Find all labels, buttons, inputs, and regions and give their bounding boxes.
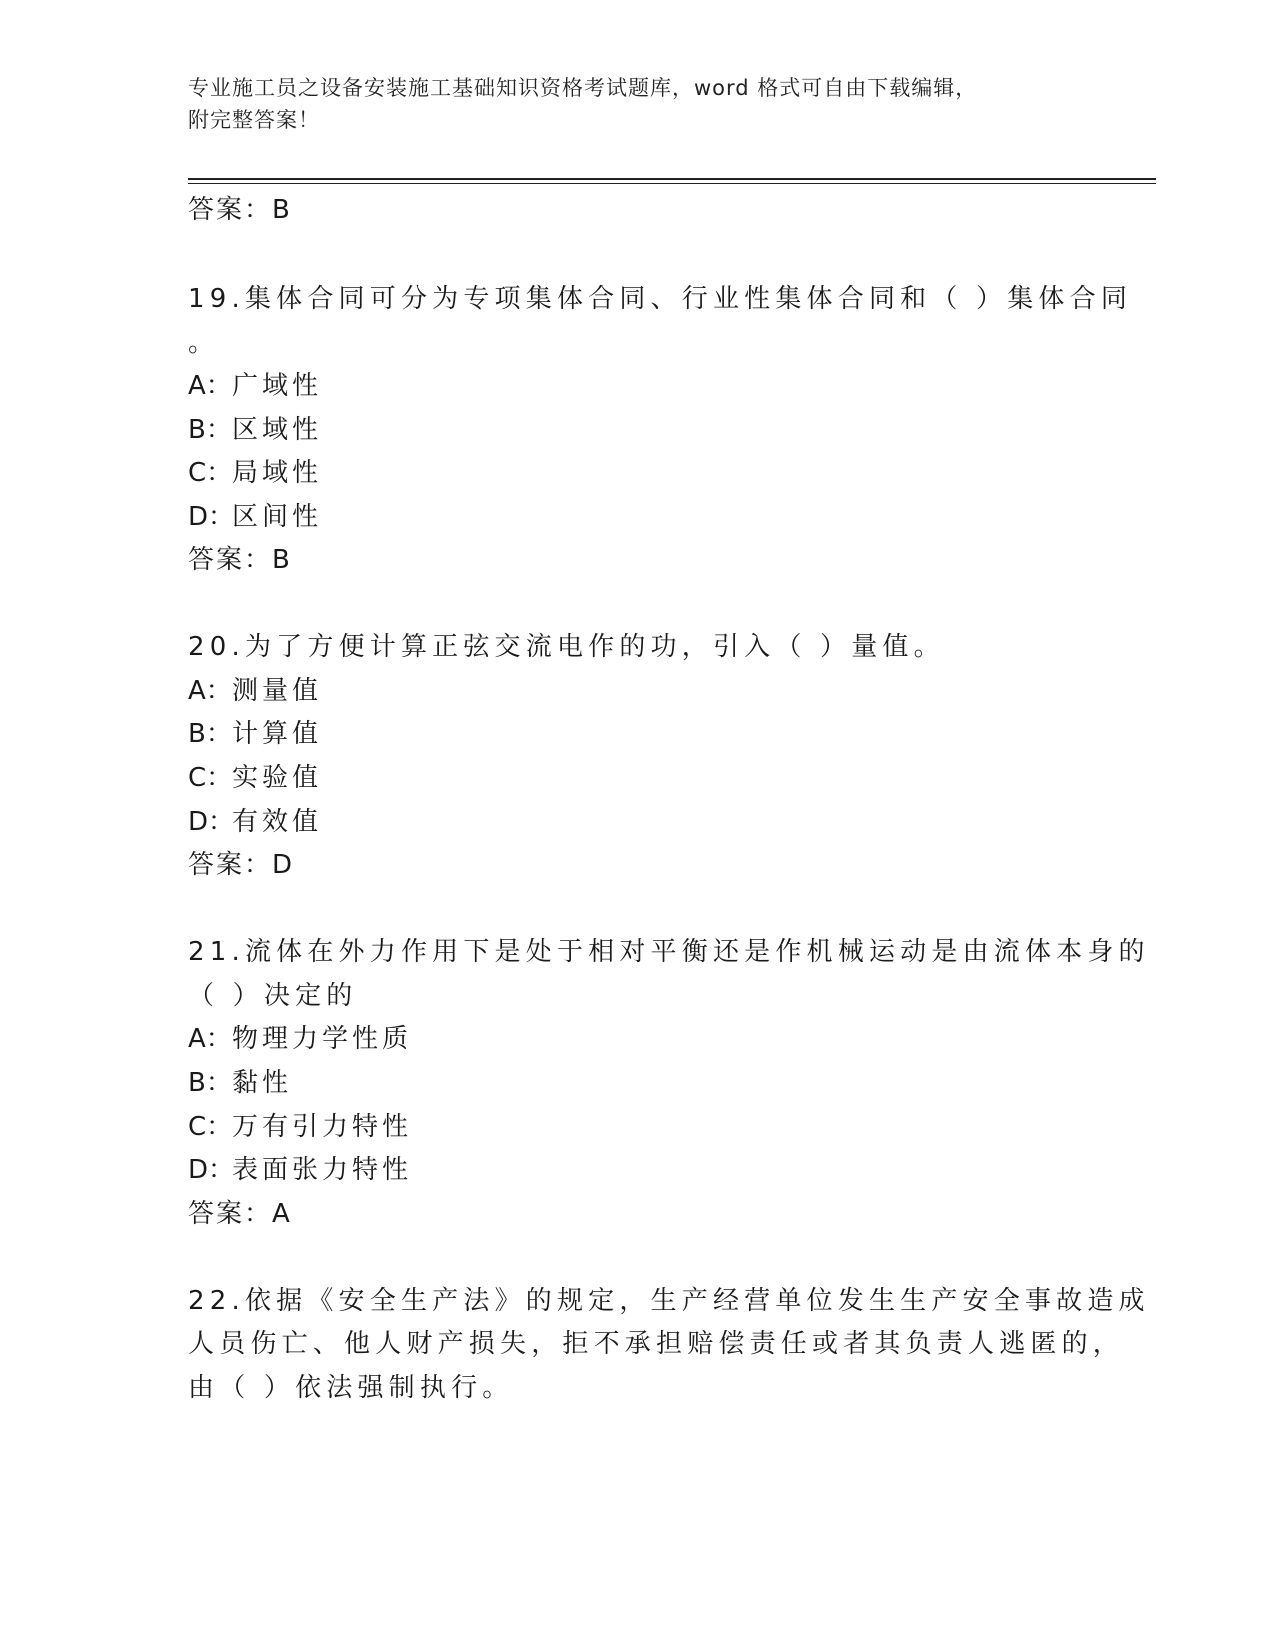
question-stem: 由（ ）依法强制执行。 [188, 1373, 514, 1403]
question-stem: 。 [188, 328, 220, 358]
option-key: B： [188, 415, 232, 445]
option-b [188, 413, 322, 447]
option-text: 广域性 [232, 371, 323, 401]
answer-line: 答案：A [188, 1199, 292, 1229]
option-text: 测量值 [232, 676, 323, 706]
option-text: 有效值 [232, 807, 323, 837]
question-stem: 20.为了方便计算正弦交流电作的功，引入（ ）量值。 [188, 632, 945, 662]
option-text: 黏性 [232, 1068, 293, 1098]
option-text: 计算值 [232, 719, 323, 749]
option-key: D： [188, 807, 235, 837]
option-d [188, 805, 322, 839]
header-divider-thin [188, 183, 1156, 184]
option-c [188, 456, 322, 490]
option-text: 区域性 [232, 415, 323, 445]
option-text: 物理力学性质 [232, 1024, 413, 1054]
option-text: 表面张力特性 [232, 1155, 413, 1185]
question-stem: 19.集体合同可分为专项集体合同、行业性集体合同和（ ）集体合同 [188, 284, 1133, 314]
header-line-1: 专业施工员之设备安装施工基础知识资格考试题库，word 格式可自由下载编辑， [188, 76, 978, 100]
option-key: A： [188, 371, 232, 401]
option-a [188, 1022, 412, 1056]
option-text: 区间性 [232, 502, 323, 532]
header-divider [188, 178, 1156, 180]
header-line-2: 附完整答案！ [188, 108, 320, 132]
option-b [188, 717, 322, 751]
option-text: 局域性 [232, 458, 323, 488]
option-key: C： [188, 458, 233, 488]
option-key: A： [188, 1024, 232, 1054]
option-key: C： [188, 763, 233, 793]
answer-line: 答案：B [188, 545, 292, 575]
option-a [188, 674, 322, 708]
option-d [188, 500, 322, 534]
option-c [188, 761, 322, 795]
answer-line: 答案：B [188, 195, 292, 225]
option-key: B： [188, 1068, 232, 1098]
option-text: 万有引力特性 [232, 1112, 413, 1142]
option-a [188, 369, 322, 403]
question-stem: （ ）决定的 [188, 981, 358, 1011]
question-stem: 21.流体在外力作用下是处于相对平衡还是作机械运动是由流体本身的 [188, 937, 1150, 967]
option-key: A： [188, 676, 232, 706]
answer-line: 答案：D [188, 850, 295, 880]
document-header [188, 72, 1088, 136]
option-key: D： [188, 1155, 235, 1185]
option-b [188, 1066, 292, 1100]
option-d [188, 1153, 412, 1187]
question-stem: 22.依据《安全生产法》的规定，生产经营单位发生生产安全事故造成 [188, 1286, 1150, 1316]
question-stem: 人员伤亡、他人财产损失，拒不承担赔偿责任或者其负责人逃匿的， [188, 1329, 1125, 1359]
option-text: 实验值 [232, 763, 323, 793]
option-key: D： [188, 502, 235, 532]
option-key: C： [188, 1112, 233, 1142]
option-key: B： [188, 719, 232, 749]
option-c [188, 1110, 412, 1144]
